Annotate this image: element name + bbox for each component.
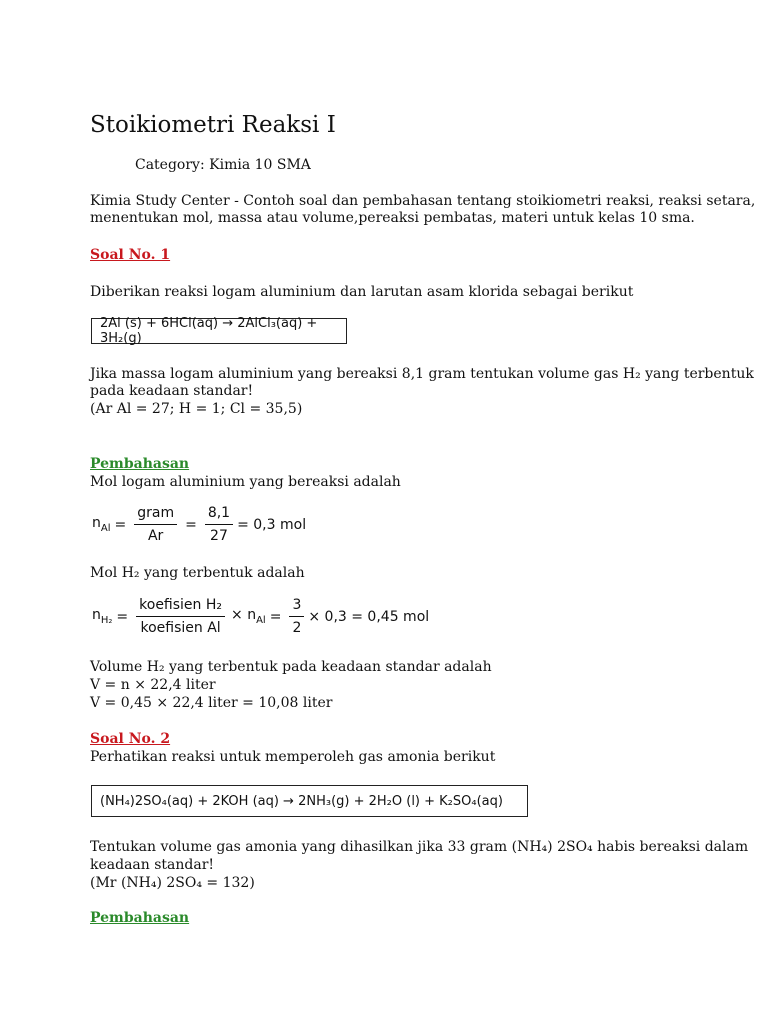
intro-line-2: menentukan mol, massa atau volume,pereaksi pembatas, materi untuk kelas 10 sma. [90, 210, 695, 226]
fraction-three-halves: $\frac{3}{2}$ [289, 597, 304, 636]
soal-1-question-line-2: pada keadaan standar! [90, 383, 254, 399]
soal-2-pembahasan-heading: Pembahasan [90, 910, 190, 926]
soal-2-equation-box [91, 785, 528, 817]
soal-1-equation-box [91, 318, 347, 344]
fraction-gram-ar: $\frac{\text{gram}}{Ar}$ [134, 505, 177, 544]
page-title: Stoikiometri Reaksi I [90, 112, 336, 138]
soal-2-heading: Soal No. 2 [90, 731, 171, 747]
intro-line-1: Kimia Study Center - Contoh soal dan pembahasan tentang stoikiometri reaksi, reaksi setara, [90, 193, 756, 209]
soal-1-question-line-1: Jika massa logam aluminium yang bereaksi 8,1 gram tentukan volume gas H₂ yang terbentuk [90, 366, 754, 382]
soal-2-question-line-3: (Mr (NH₄) 2SO₄ = 132) [90, 875, 255, 891]
soal-2-lead: Perhatikan reaksi untuk memperoleh gas amonia berikut [90, 749, 496, 765]
soal-2-equation: (NH₄)2SO₄(aq) + 2KOH (aq) → 2NH₃(g) + 2H₂O (l) + K₂SO₄(aq) [100, 793, 503, 809]
category-label: Category: Kimia 10 SMA [135, 157, 311, 173]
soal-1-step-5: V = 0,45 × 22,4 liter = 10,08 liter [90, 695, 333, 711]
soal-1-question-line-3: (Ar Al = 27; H = 1; Cl = 35,5) [90, 401, 303, 417]
soal-2-question-line-2: keadaan standar! [90, 857, 215, 873]
soal-1-pembahasan-heading: Pembahasan [90, 456, 190, 472]
soal-1-step-2: Mol H₂ yang terbentuk adalah [90, 565, 305, 581]
soal-1-step-1: Mol logam aluminium yang bereaksi adalah [90, 474, 401, 490]
fraction-values: $\frac{8,1}{27}$ [205, 505, 233, 544]
soal-1-step-3: Volume H₂ yang terbentuk pada keadaan standar adalah [90, 659, 492, 675]
soal-1-equation: 2Al (s) + 6HCl(aq) → 2AlCl₃(aq) + 3H₂(g) [100, 316, 318, 346]
equation-mol-al: $n_{Al}$ = $\frac{\text{gram}}{Ar}$ = $\frac{8,1}{27}$ = 0,3 mol [92, 505, 307, 544]
fraction-koefisien: $\frac{\text{koefisien H₂}}{\text{koefisien Al}}$ [136, 597, 225, 636]
soal-2-question-line-1: Tentukan volume gas amonia yang dihasilkan jika 33 gram (NH₄) 2SO₄ habis bereaksi dalam [90, 839, 749, 855]
soal-1-heading: Soal No. 1 [90, 247, 171, 263]
soal-1-step-4: V = n × 22,4 liter [90, 677, 216, 693]
equation-mol-h2: $n_{H_2}$ = $\frac{\text{koefisien H₂}}{\text{koefisien Al}}$ × $n_{Al}$ = $\frac{3}{2}$ × 0,3 = 0,45 mol [92, 597, 430, 636]
soal-1-lead: Diberikan reaksi logam aluminium dan larutan asam klorida sebagai berikut [90, 284, 634, 300]
